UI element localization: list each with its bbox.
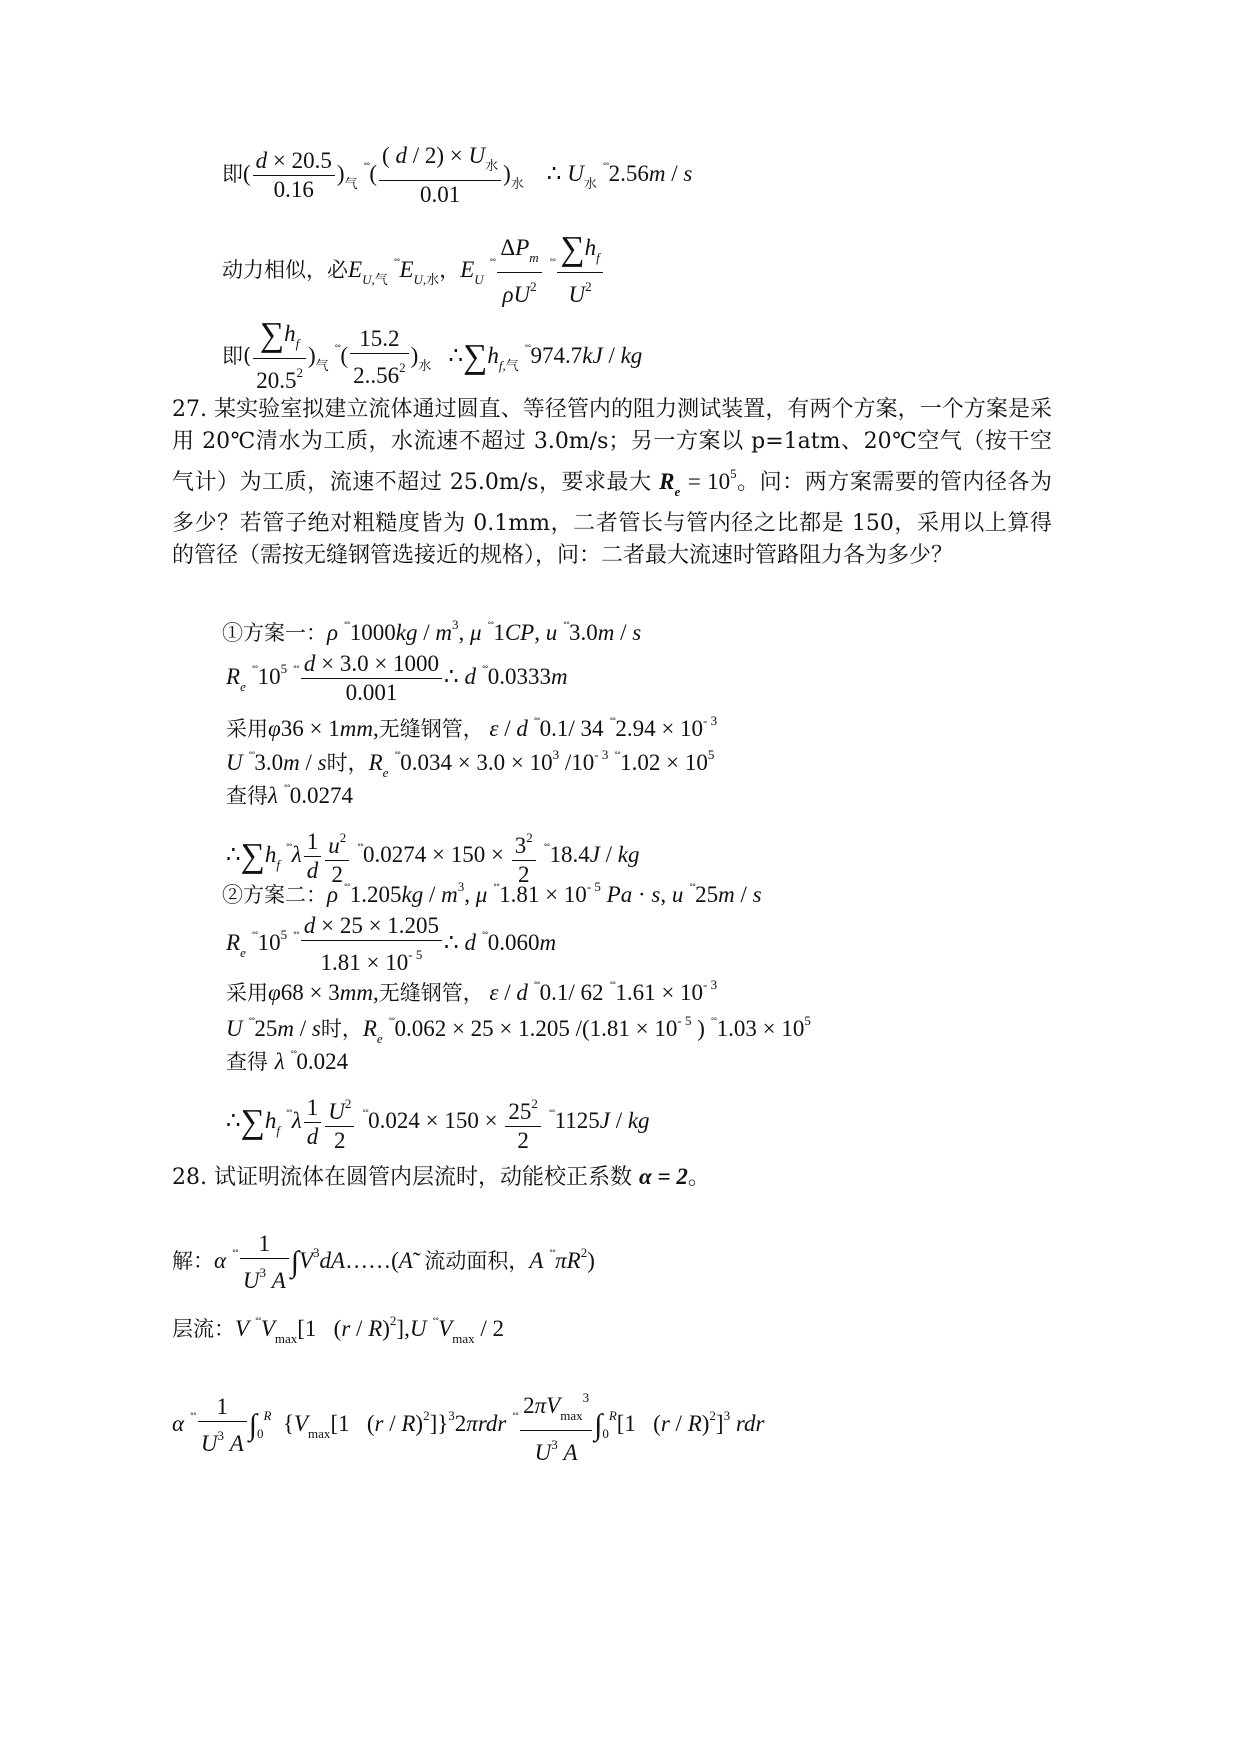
fraction: $\frac{1}{d}$ bbox=[304, 828, 322, 885]
wufeng-label: 无缝钢管， bbox=[378, 717, 484, 741]
fraction: $\frac{25^2}{2}$ bbox=[505, 1090, 541, 1155]
eq-velocity-similarity: 即( $\frac{d \times 20.5}{0.16}$ )$_气$ ˚˚( $\frac{( d / 2) \times U_水}{0.01}$ )$_水$ ∴ $U_水$ ˚˚2.56m / s bbox=[222, 143, 693, 207]
scheme2-row3: 采用φ68 × 3mm,无缝钢管， ε / d ˚˚0.1/ 62 $^{˚˚}1.61 \times 10^{- 3}$ bbox=[226, 977, 718, 1005]
problem-27-text-part2: 。问：两方案需要的管内径各为多少？若管子绝对粗糙度皆为 0.1mm，二者管长与管内径之比都是 150，采用以上算得的管径（需按无缝钢管选接近的规格），问：二者最大流速时管路阻力各为多少？ bbox=[172, 470, 1052, 568]
alpha-equals-2: α = 2 bbox=[638, 1164, 688, 1189]
dynamic-similarity-text: 动力相似，必 bbox=[222, 257, 348, 282]
fraction: $\frac{\sum h_f}{20.5^2}$ bbox=[253, 320, 306, 395]
cengliu-label: 层流： bbox=[172, 1317, 235, 1341]
scheme1-row4: U ˚˚3.0m / s时，$R_e$ $^{˚˚}0.034 \times 3.0 \times 10^3$ $/10^{- 3}$ $^{˚˚}1.02 \times 10^5$ bbox=[226, 747, 715, 780]
problem-27-text-part1: 27. 某实验室拟建立流体通过圆直、等径管内的阻力测试装置，有两个方案，一个方案是采用 20℃清水为工质，水流速不超过 3.0m/s；另一方案以 p=1atm、20℃空气（按干空气计）为工质，流速不超过 25.0m/s，要求最大 bbox=[172, 397, 1052, 495]
scheme1-row3: 采用φ36 × 1mm,无缝钢管， ε / d ˚˚0.1/ 34 $^{˚˚}2.94 \times 10^{- 3}$ bbox=[226, 713, 718, 741]
fraction: $\frac{d \times 3.0 \times 1000}{0.001}$ bbox=[301, 650, 442, 707]
reynolds-value: = $10^5$ bbox=[687, 466, 737, 494]
problem-28-text: 28. 试证明流体在圆管内层流时，动能校正系数 bbox=[172, 1165, 632, 1190]
scheme2-heading: ②方案二： bbox=[222, 883, 327, 907]
scheme2-row4: U ˚˚25m / s时，$R_e$ ˚˚0.062 × 25 × 1.205 $/(1.81 \times 10^{- 5}$ ) $^{˚˚}1.03 \times 10^5$ bbox=[226, 1013, 811, 1046]
scheme1-heading: ①方案一： bbox=[222, 621, 327, 645]
fraction: $\frac{1}{U^3 A}$ bbox=[198, 1393, 247, 1458]
fraction: $\frac{d \times 25 \times 1.205}{1.81 \times 10^{- 5}}$ bbox=[301, 912, 442, 977]
scheme2-row5: 查得 λ ˚˚0.024 bbox=[226, 1048, 349, 1074]
scheme1-row6: $\therefore\sum h_f$ ˚˚λ $\frac{1}{d}$ $\frac{u^2}{2}$ ˚˚0.0274 × 150 × $\frac{3^2}{2}$ ˚˚18.4J / kg bbox=[226, 824, 640, 889]
problem-28 bbox=[172, 1162, 710, 1193]
scheme1-row1: ①方案一：ρ $^{˚˚}1000kg / m^3$, μ ˚˚1CP, u ˚˚3.0m / s bbox=[222, 617, 642, 645]
scheme2-row2: $R_e$ $^{˚˚}10^5$ ˚˚ $\frac{d \times 25 \times 1.205}{1.81 \times 10^{- 5}}$ ∴ d ˚˚0.060m bbox=[226, 913, 557, 975]
scheme2-row6: $\therefore\sum h_f$ ˚˚λ $\frac{1}{d}$ $\frac{U^2}{2}$ ˚˚0.024 × 150 × $\frac{25^2}{2}$ ˚˚1125J / kg bbox=[226, 1090, 650, 1155]
fraction: $\frac{1}{d}$ bbox=[304, 1094, 322, 1151]
reynolds-symbol: $R_e$ bbox=[659, 469, 681, 499]
scheme1-row5: 查得λ ˚˚0.0274 bbox=[226, 782, 353, 808]
water-subscript: 水 bbox=[510, 175, 524, 191]
eq-head-loss: 即( $\frac{\sum h_f}{20.5^2}$ )$_气$ ˚˚( $\frac{15.2}{2..56^2}$ )$_水$ $\therefore\sum h_{f,气}$ ˚˚974.7kJ / kg bbox=[222, 316, 643, 393]
scheme1-row2: $R_e$ $^{˚˚}10^5$ ˚˚ $\frac{d \times 3.0 \times 1000}{0.001}$ ∴ d ˚˚0.0333m bbox=[226, 651, 568, 705]
fraction: $\frac{U^2}{2}$ bbox=[325, 1090, 354, 1155]
fraction: $\frac{1}{U^3 A}$ bbox=[240, 1230, 289, 1295]
period: 。 bbox=[687, 1165, 710, 1190]
jie-label: 解： bbox=[172, 1248, 214, 1273]
shi-label: 时， bbox=[326, 751, 369, 775]
fraction: $\frac{( d / 2) \times U_水}{0.01}$ bbox=[379, 142, 501, 209]
eq-dynamic-similarity: 动力相似，必$E_{U,气}$ $^{˚˚}E_{U,水}$，$E_U$ ˚˚ $\frac{\Delta P_m}{\rho U^2}$ ˚˚ $\frac{\sum h_f}{U^2}$ bbox=[222, 234, 605, 309]
solution28-row1: 解：α ˚˚ $\frac{1}{U^3 A}$ $\int V^3dA\dots\dots(Ã$ 流动面积，A $^{˚˚}\pi R^2$) bbox=[172, 1231, 595, 1293]
solution28-row2: 层流：V $^{˚˚}V_{max}[1$ (r / R)$^2$],U $^{˚˚}V_{max} / 2$ bbox=[172, 1313, 505, 1346]
fraction: $\frac{3^2}{2}$ bbox=[512, 824, 536, 889]
fraction: $\frac{\sum h_f}{U^2}$ bbox=[557, 234, 602, 309]
therefore-symbol: ∴ bbox=[546, 160, 562, 186]
scheme2-row1: ②方案二：ρ $^{˚˚}1.205kg / m^3$, μ $^{˚˚}1.81 \times 10^{- 5}$ Pa · s, u ˚˚25m / s bbox=[222, 879, 762, 907]
fraction: $\frac{\Delta P_m}{\rho U^2}$ bbox=[497, 234, 541, 309]
fraction: $\frac{d \times 20.5}{0.16}$ bbox=[253, 147, 335, 204]
ji-label: 即( bbox=[222, 343, 252, 368]
fraction: $\frac{15.2}{2..56^2}$ bbox=[350, 325, 409, 390]
fraction: $\frac{u^2}{2}$ bbox=[325, 824, 349, 889]
problem-27 bbox=[172, 394, 1052, 572]
fraction: $\frac{2\pi V_{max}^3}{U^3 A}$ bbox=[520, 1384, 592, 1467]
solution28-row3: α ˚˚ $\frac{1}{U^3 A}$ $\int_0^R$ {$V_{max}[1$ (r / R)$^2$]}$^3$2πrdr ˚˚ $\frac{2\pi V_{max}^3}{U^3 A}$ $\int_0^R[1$ (r / R)$^2$]$^3$ rdr bbox=[172, 1384, 764, 1467]
caiyong-label: 采用 bbox=[226, 717, 268, 741]
chade-label: 查得 bbox=[226, 784, 268, 808]
ji-label: 即 bbox=[222, 161, 243, 186]
gas-subscript: 气 bbox=[344, 175, 358, 191]
liudong-text: 流动面积， bbox=[424, 1248, 530, 1273]
